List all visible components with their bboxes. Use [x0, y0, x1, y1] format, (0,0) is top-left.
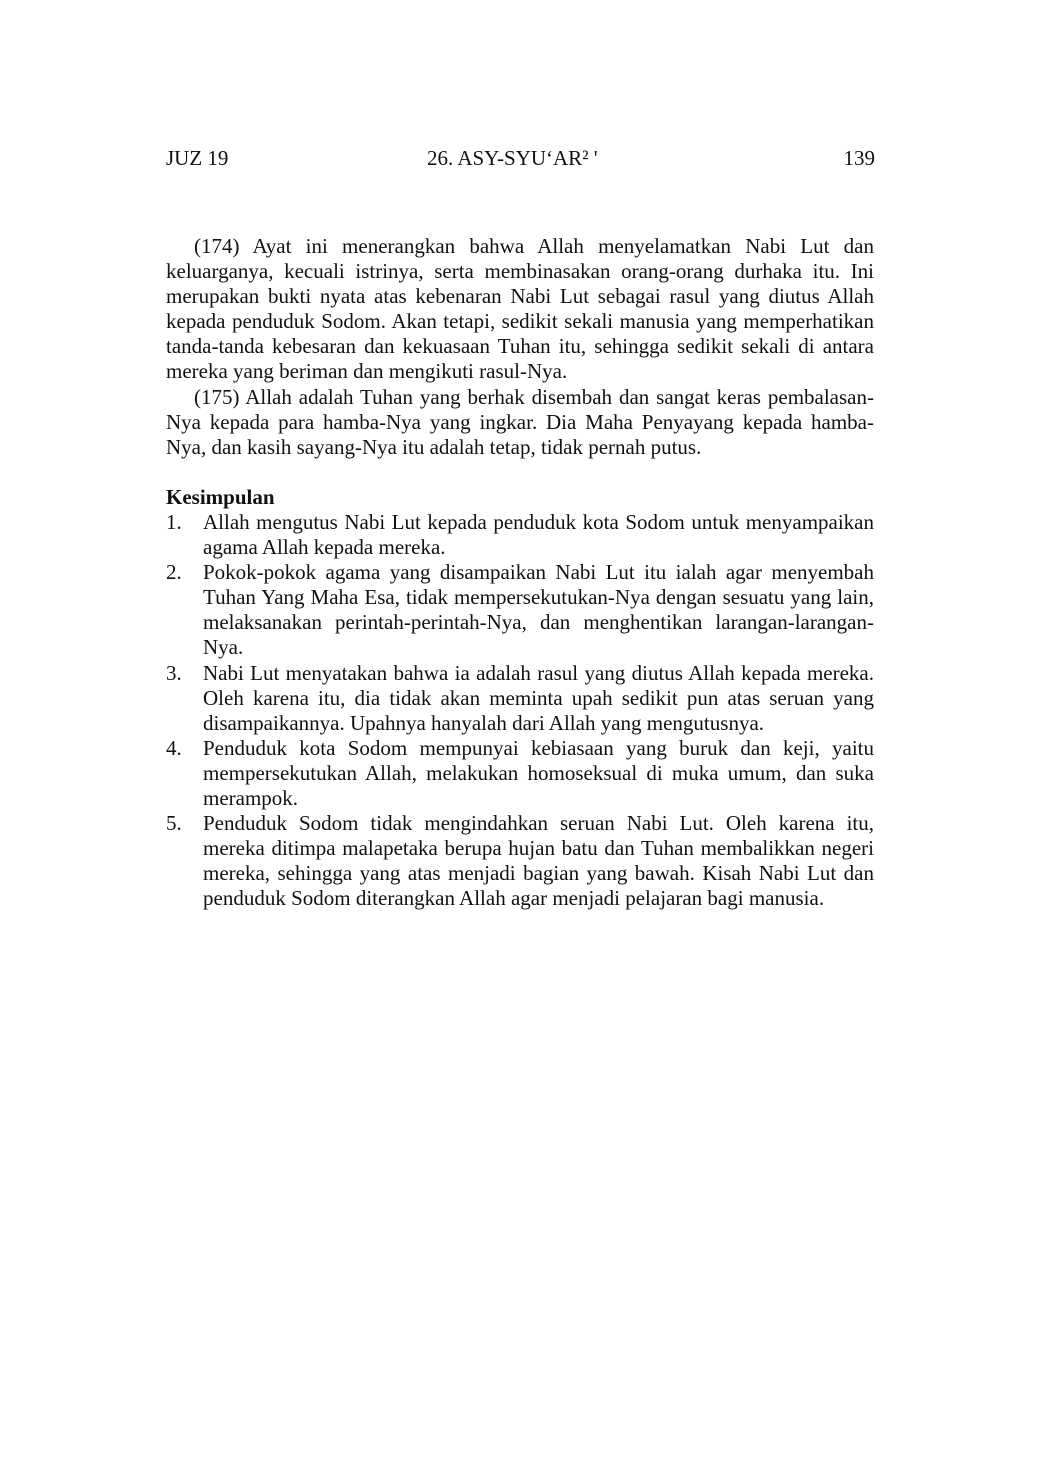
list-item — [166, 811, 874, 911]
list-item-number: 4. — [166, 735, 182, 760]
surah-title: 26. ASY-SYU‘AR² ' — [427, 146, 598, 170]
paragraph-verse-175: (175) Allah adalah Tuhan yang berhak disembah dan sangat keras pembalasan-Nya kepada para hamba-Nya yang ingkar. Dia Maha Penyayang kepada hamba-Nya, dan kasih sayang-Nya itu adalah tetap, tidak pernah putus. — [166, 384, 874, 459]
list-item — [166, 510, 874, 560]
list-item-text: Pokok-pokok agama yang disampaikan Nabi Lut itu ialah agar menyembah Tuhan Yang Maha Esa, tidak mempersekutukan-Nya dengan sesuatu yang lain, melaksanakan perintah-perintah-Nya, dan menghentikan larangan-larangan-Nya. — [203, 560, 874, 660]
list-item-number: 2. — [166, 560, 182, 585]
list-item-text: Allah mengutus Nabi Lut kepada penduduk kota Sodom untuk menyampaikan agama Allah kepada mereka. — [203, 509, 874, 560]
list-item — [166, 560, 874, 660]
page-number: 139 — [843, 146, 875, 170]
list-item-number: 5. — [166, 811, 182, 836]
list-item — [166, 736, 874, 811]
section-title-kesimpulan: Kesimpulan — [166, 484, 275, 509]
list-item-text: Penduduk kota Sodom mempunyai kebiasaan yang buruk dan keji, yaitu mempersekutukan Allah, melakukan homoseksual di muka umum, dan suka merampok. — [203, 735, 874, 810]
list-item-text: Nabi Lut menyatakan bahwa ia adalah rasul yang diutus Allah kepada mereka. Oleh karena itu, dia tidak akan meminta upah sedikit pun atas seruan yang disampaikannya. Upahnya hanyalah dari Allah yang mengutusnya. — [203, 660, 874, 735]
list-item-number: 3. — [166, 660, 182, 685]
juz-label: JUZ 19 — [166, 146, 229, 170]
page-body — [166, 234, 874, 911]
paragraph-verse-174: (174) Ayat ini menerangkan bahwa Allah menyelamatkan Nabi Lut dan keluarganya, kecuali istrinya, serta membinasakan orang-orang durhaka itu. Ini merupakan bukti nyata atas kebenaran Nabi Lut sebagai rasul yang diutus Allah kepada penduduk Sodom. Akan tetapi, sedikit sekali manusia yang memperhatikan tanda-tanda kebesaran dan kekuasaan Tuhan itu, sehingga sedikit sekali di antara mereka yang beriman dan mengikuti rasul-Nya. — [166, 234, 874, 384]
list-item — [166, 661, 874, 736]
list-item-text: Penduduk Sodom tidak mengindahkan seruan Nabi Lut. Oleh karena itu, mereka ditimpa malapetaka berupa hujan batu dan Tuhan membalikkan negeri mereka, sehingga yang atas menjadi bagian yang bawah. Kisah Nabi Lut dan penduduk Sodom diterangkan Allah agar menjadi pelajaran bagi manusia. — [203, 811, 874, 911]
list-item-number: 1. — [166, 509, 182, 534]
page-header — [166, 146, 875, 176]
conclusion-list — [166, 510, 874, 912]
